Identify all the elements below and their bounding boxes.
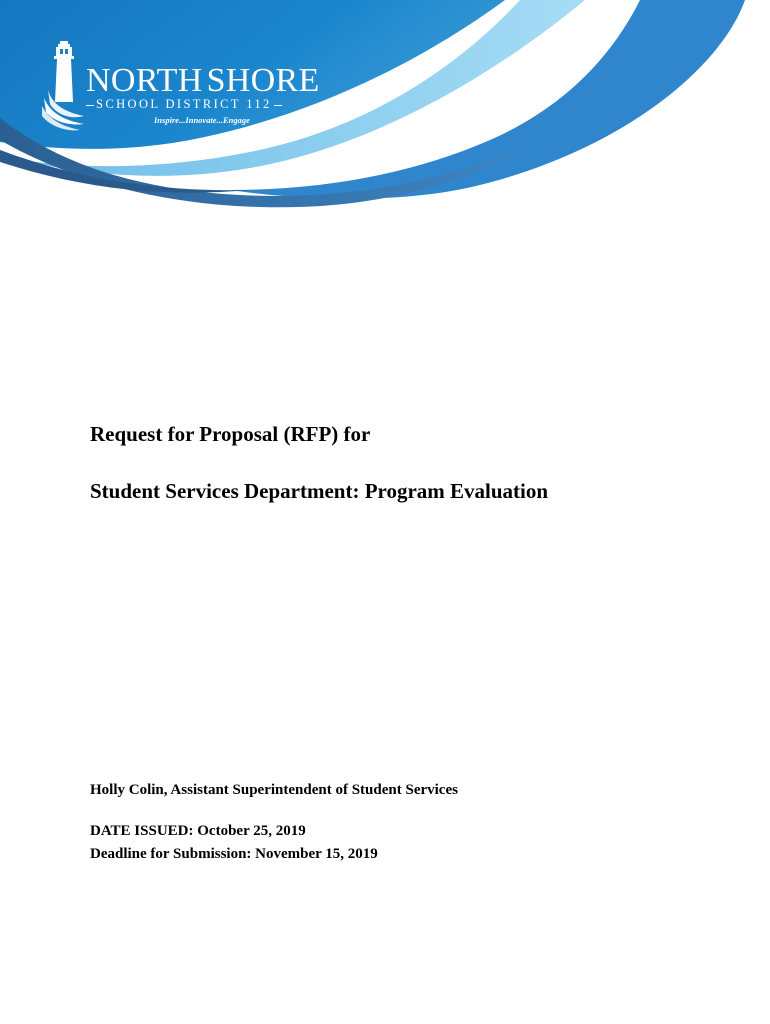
district-number: SCHOOL DISTRICT 112 — [84, 98, 264, 111]
document-title-line-1: Request for Proposal (RFP) for — [90, 422, 371, 446]
district-name: NORTH SHORE — [86, 62, 320, 99]
document-title-line-2: Student Services Department: Program Evaluation — [90, 479, 549, 503]
district-logo — [40, 40, 320, 135]
district-tagline: Inspire...Innovate...Engage — [154, 115, 250, 125]
author-line: Holly Colin, Assistant Superintendent of Student Services — [90, 782, 458, 798]
date-issued: DATE ISSUED: October 25, 2019 — [90, 823, 306, 839]
submission-deadline: Deadline for Submission: November 15, 2019 — [90, 846, 378, 862]
lighthouse-icon — [40, 40, 88, 132]
